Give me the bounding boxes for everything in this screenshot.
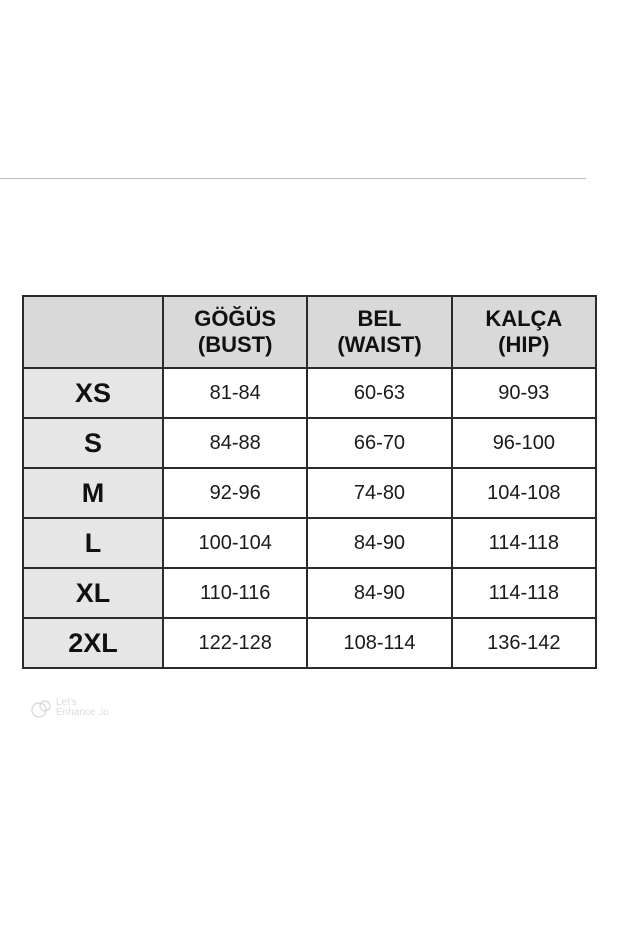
waist-value: 66-70 [307,418,451,468]
size-chart-table [22,295,597,669]
bust-value: 100-104 [163,518,307,568]
size-label: 2XL [23,618,163,668]
table-row-xs [23,368,596,418]
header-waist-line2: (WAIST) [337,332,422,357]
waist-value: 84-90 [307,518,451,568]
waist-value: 84-90 [307,568,451,618]
header-waist [307,296,451,368]
header-bust [163,296,307,368]
bust-value: 81-84 [163,368,307,418]
header-waist-line1: BEL [357,306,402,331]
bust-value: 92-96 [163,468,307,518]
bust-value: 84-88 [163,418,307,468]
size-label: L [23,518,163,568]
header-bust-line1: GÖĞÜS [194,306,277,331]
bust-value: 110-116 [163,568,307,618]
waist-value: 108-114 [307,618,451,668]
size-label: XL [23,568,163,618]
hip-value: 114-118 [452,568,596,618]
table-header-row [23,296,596,368]
bust-value: 122-128 [163,618,307,668]
size-label: M [23,468,163,518]
hip-value: 90-93 [452,368,596,418]
table-row-m [23,468,596,518]
header-corner-cell [23,296,163,368]
watermark [30,697,116,719]
hip-value: 104-108 [452,468,596,518]
table-row-2xl [23,618,596,668]
hip-value: 96-100 [452,418,596,468]
watermark-text: Let's Enhance .io [56,697,109,718]
waist-value: 60-63 [307,368,451,418]
top-divider [0,178,586,179]
header-hip [452,296,596,368]
hip-value: 114-118 [452,518,596,568]
hip-value: 136-142 [452,618,596,668]
header-hip-line1: KALÇA [485,306,563,331]
size-label: S [23,418,163,468]
enhance-logo-icon [30,697,52,719]
header-hip-line2: (HIP) [498,332,550,357]
waist-value: 74-80 [307,468,451,518]
table-row-xl [23,568,596,618]
header-bust-line2: (BUST) [197,332,273,357]
table-row-l [23,518,596,568]
size-label: XS [23,368,163,418]
table-row-s [23,418,596,468]
